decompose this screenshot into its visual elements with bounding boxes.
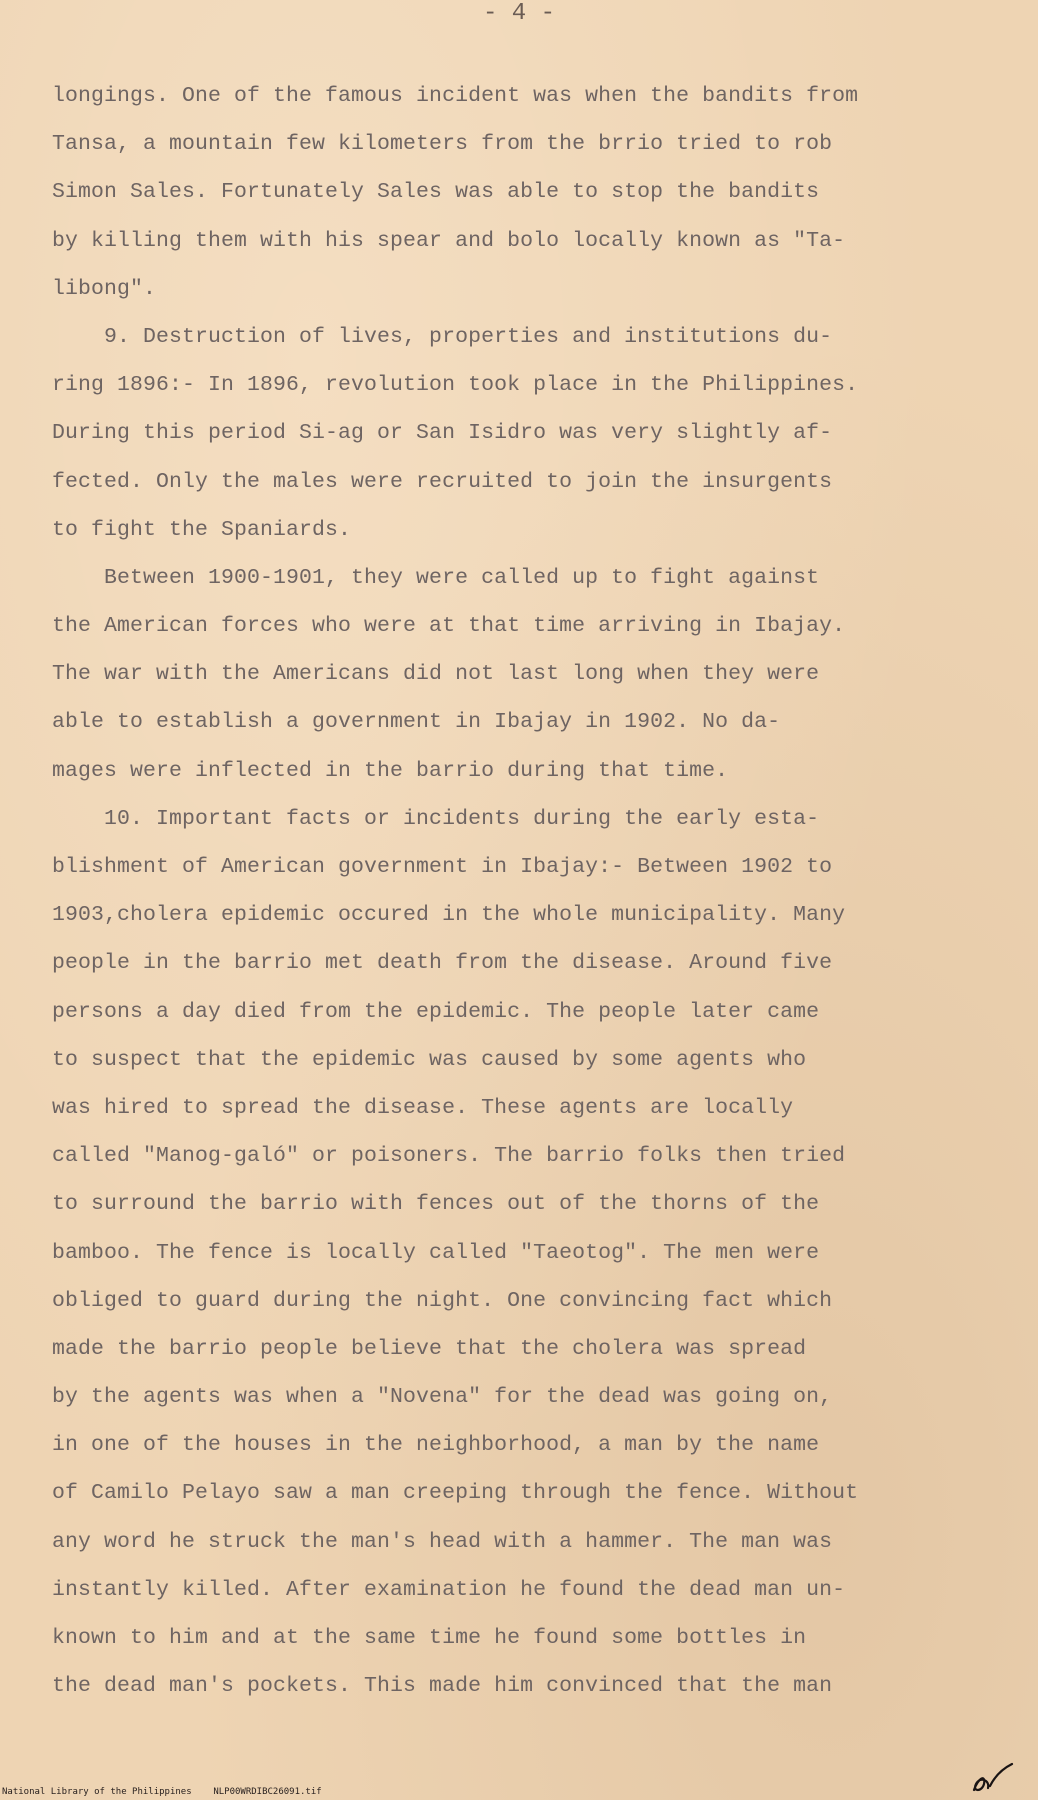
text-line: by the agents was when a "Novena" for the dead was going on, — [52, 1385, 833, 1410]
text-line: bamboo. The fence is locally called "Taeotog". The men were — [52, 1240, 820, 1265]
text-line: Between 1900-1901, they were called up to fight against — [52, 565, 820, 590]
text-line: the American forces who were at that time arriving in Ibajay. — [52, 614, 846, 639]
text-line: obliged to guard during the night. One convincing fact which — [52, 1288, 833, 1313]
text-line: longings. One of the famous incident was when the bandits from — [52, 84, 859, 108]
text-line: blishment of American government in Ibajay:- Between 1902 to — [52, 855, 833, 879]
text-line: in one of the houses in the neighborhood, a man by the name — [52, 1433, 820, 1458]
text-line: 10. Important facts or incidents during the early esta- — [52, 806, 820, 831]
text-line: called "Manog-galó" or poisoners. The barrio folks then tried — [52, 1144, 846, 1169]
text-line: known to him and at the same time he found some bottles in — [52, 1626, 807, 1650]
text-line: 1903,cholera epidemic occured in the whole municipality. Many — [52, 903, 846, 928]
text-line: The war with the Americans did not last long when they were — [52, 662, 820, 687]
text-line: of Camilo Pelayo saw a man creeping through the fence. Without — [52, 1481, 859, 1506]
handwritten-page-mark — [968, 1760, 1018, 1796]
text-line: instantly killed. After examination he found the dead man un- — [52, 1577, 846, 1602]
text-line: mages were inflected in the barrio during that time. — [52, 758, 729, 783]
text-line: any word he struck the man's head with a hammer. The man was — [52, 1529, 833, 1554]
text-line: ring 1896:- In 1896, revolution took place in the Philippines. — [52, 373, 859, 398]
page-number: - 4 - — [482, 0, 555, 27]
text-line: people in the barrio met death from the disease. Around five — [52, 951, 833, 976]
text-line: by killing them with his spear and bolo locally known as "Ta- — [52, 228, 846, 253]
text-line: to fight the Spaniards. — [52, 517, 352, 542]
text-line: persons a day died from the epidemic. The people later came — [52, 999, 820, 1024]
text-line: libong". — [52, 276, 157, 301]
text-line: to suspect that the epidemic was caused by some agents who — [52, 1047, 807, 1072]
text-line: Tansa, a mountain few kilometers from the brrio tried to rob — [52, 132, 833, 157]
text-line: able to establish a government in Ibajay in 1902. No da- — [52, 710, 781, 735]
document-body — [52, 72, 962, 1710]
text-line: 9. Destruction of lives, properties and institutions du- — [52, 324, 833, 349]
text-line: Simon Sales. Fortunately Sales was able to stop the bandits — [52, 180, 820, 205]
text-line: the dead man's pockets. This made him convinced that the man — [52, 1674, 833, 1699]
text-line: was hired to spread the disease. These agents are locally — [52, 1095, 794, 1120]
text-line: made the barrio people believe that the cholera was spread — [52, 1336, 807, 1361]
scan-footer: National Library of the Philippines NLP00WRDIBC26091.tif — [2, 1787, 322, 1797]
text-line: fected. Only the males were recruited to join the insurgents — [52, 469, 833, 494]
text-line: to surround the barrio with fences out of the thorns of the — [52, 1192, 820, 1217]
text-line: During this period Si-ag or San Isidro was very slightly af- — [52, 421, 833, 446]
